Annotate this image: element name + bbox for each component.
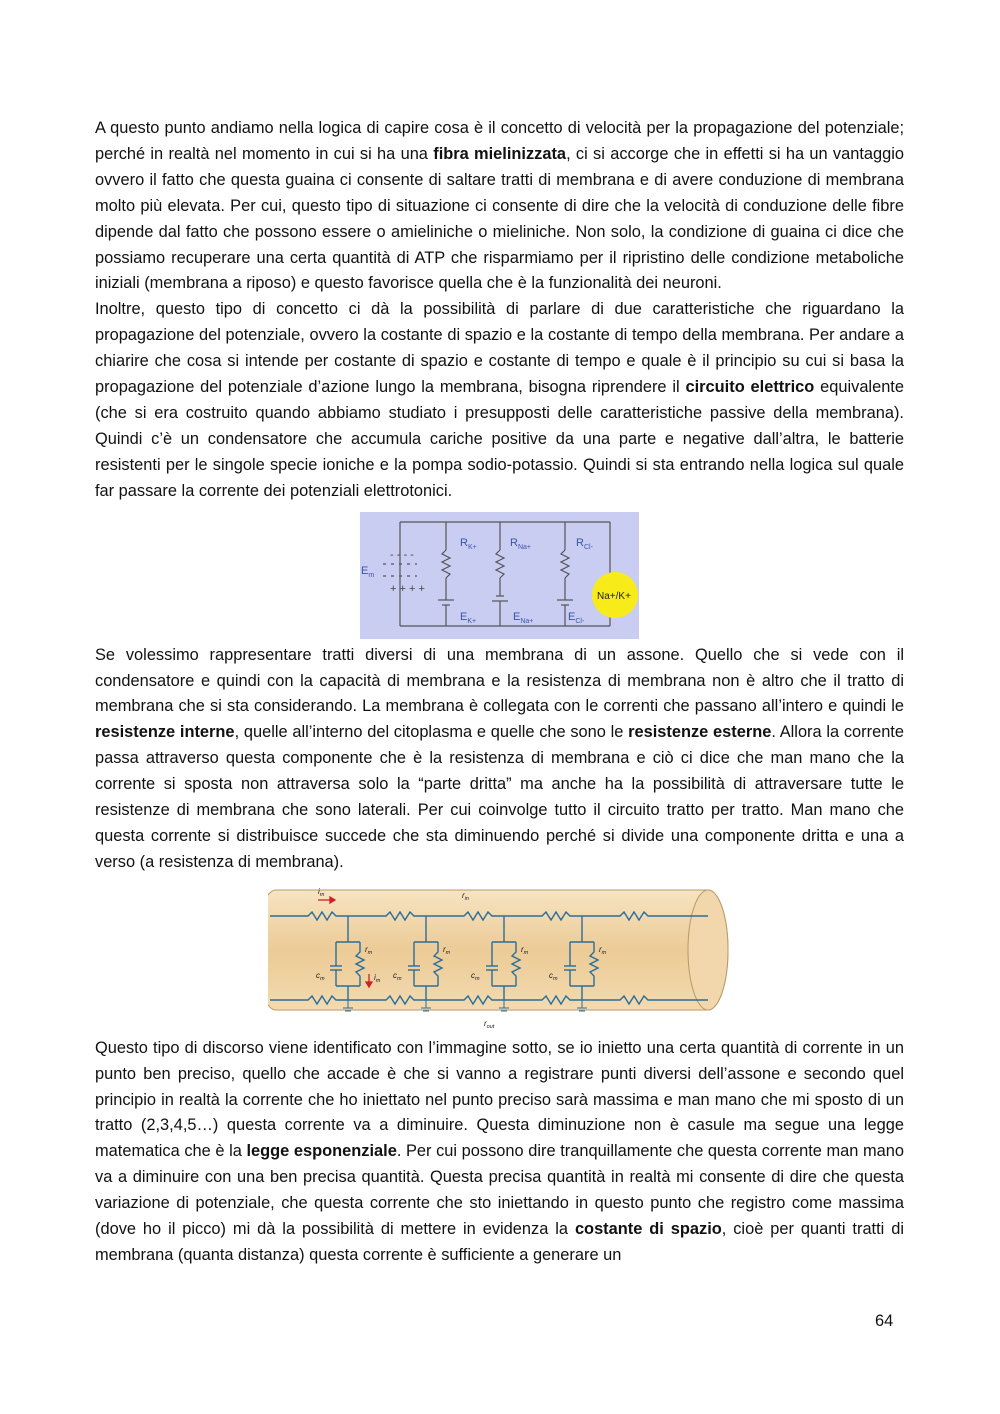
text-run: , cioè per quanti tratti di membrana (quanta distanza) questa corrente è sufficiente a generare un — [95, 1220, 904, 1264]
pump-label: Na+/K+ — [597, 590, 631, 602]
rm-label-3: $r_m$ — [521, 944, 529, 956]
text-run: , quelle all’interno del citoplasma e quelle che sono le — [234, 723, 629, 742]
bold-term-fibra-mielinizzata: fibra mielinizzata — [433, 144, 567, 163]
page-number: 64 — [875, 1312, 894, 1330]
paragraph-circuit — [95, 297, 904, 504]
bold-term-circuito-elettrico: circuito elettrico — [685, 378, 815, 397]
capacitor-minus-label: - - - - — [390, 548, 414, 561]
axon-tube — [268, 890, 728, 1010]
capacitor-plus-label: + + + + — [390, 582, 425, 595]
axon-tube-end — [688, 890, 728, 1010]
document-page — [95, 116, 904, 1269]
ena-label: $E_{Na+}$ — [513, 610, 534, 625]
cm-label-2: $c_m$ — [393, 970, 402, 982]
text-run: Questo tipo di discorso viene identificato con l’immagine sotto, se io inietto una certa quantità di corrente in un punto ben preciso, quello che accade è che si vanno a registrare punti diversi dell’assone e secondo quel principio in realtà la corrente che ho iniettato nel punto preciso sarà massima e man mano che mi sposto di un tratto (2,3,4,5…) questa corrente va a diminuire. Questa diminuzione non è casule ma segue una legge matematica che è la — [95, 1038, 904, 1161]
bold-term-resistenze-interne: resistenze interne — [95, 723, 235, 742]
im-arrow-label: $i_m$ — [318, 886, 325, 898]
bold-term-costante-di-spazio: costante di spazio — [574, 1220, 722, 1239]
rm-label-4: $r_m$ — [599, 944, 607, 956]
rm-label-2: $r_m$ — [443, 944, 451, 956]
paragraph-axon-membrane — [95, 643, 904, 876]
rna-label: $R_{Na+}$ — [510, 536, 531, 551]
ek-label: $E_{K+}$ — [460, 610, 477, 625]
text-run: . Allora la corrente passa attraverso questa componente che è la resistenza di membrana e ciò ci dice che man mano che la corrente si sposta non attraversa solo la “parte dritta” ma anche ha la possibilità di attraversare tutte le resistenze di membrana che sono laterali. Per cui coinvolge tutto il circuito tratto per tratto. Man mano che questa corrente si distribuisce succede che sta diminuendo perché si divide una componente dritta e una a verso (a resistenza di membrana). — [95, 723, 904, 871]
im-membrane-label: $i_m$ — [374, 972, 381, 984]
text-run: A questo punto andiamo nella logica di capire cosa è il concetto di velocità per la propagazione del potenziale; perché in realtà nel momento in cui si ha una — [95, 119, 904, 163]
equivalent-circuit-figure — [360, 512, 639, 639]
text-run: , ci si accorge che in effetti si ha un vantaggio ovvero il fatto che questa guaina ci consente di saltare tratti di membrana e di avere conduzione di membrana molto più elevata. Per cui, questo tipo di situazione ci consente di dire che la velocità di conduzione delle fibre dipende dal fatto che possono essere o amieliniche o mieliniche. Non solo, la condizione di guaina ci dice che possiamo recuperare una certa quantità di ATP che risparmiamo per il ripristino delle condizione metaboliche iniziali (membrana a riposo) e questo favorisce quella che è la funzionalità dei neuroni. — [95, 144, 904, 293]
cm-label-3: $c_m$ — [471, 970, 480, 982]
bold-term-resistenze-esterne: resistenze esterne — [628, 723, 772, 742]
rcl-label: $R_{Cl-}$ — [576, 536, 593, 551]
text-run: Inoltre, questo tipo di concetto ci dà la possibilità di parlare di due caratteristiche che riguardano la propagazione del potenziale, ovvero la costante di spazio e la costante di tempo della membrana. Per andare a chiarire che cosa si intende per costante di spazio e costante di tempo e quale è il principio su cui si basa la propagazione del potenziale d’azione lungo la membrana, bisogna riprendere il — [95, 300, 904, 397]
rout-label: $r_{out}$ — [484, 1018, 495, 1030]
cm-label-1: $c_m$ — [316, 970, 325, 982]
ecl-label: $E_{Cl-}$ — [568, 610, 585, 625]
cm-label-4: $c_m$ — [549, 970, 558, 982]
rin-label: $r_{in}$ — [462, 890, 469, 902]
text-run: Se volessimo rappresentare tratti diversi di una membrana di un assone. Quello che si vede con il condensatore e quindi con la capacità di membrana e la resistenza di membrana non è altro che il tratto di membrana che si sta considerando. La membrana è collegata con le correnti che passano all’intero e quindi le — [95, 645, 904, 716]
rm-label-1: $r_m$ — [365, 944, 373, 956]
rk-label: $R_{K+}$ — [460, 536, 477, 551]
text-run: . Per cui possono dire tranquillamente che questa corrente man mano va a diminuire con una ben precisa quantità. Questa precisa quantità in realtà mi consente di dire che questa variazione di potenziale, che questa corrente che sto iniettando in questo punto che registro come massima (dove ho il picco) mi dà la possibilità di mettere in evidenza la — [95, 1142, 904, 1239]
text-run: equivalente (che si era costruito quando abbiamo studiato i presupposti delle caratteristiche passive della membrana). Quindi c’è un condensatore che accumula cariche positive da una parte e negative dall’altra, le batterie resistenti per le singole specie ioniche e la pompa sodio-potassio. Quindi si sta entrando nella logica sul quale far passare la corrente dei potenziali elettrotonici. — [95, 378, 904, 500]
em-label: $E_m$ — [361, 564, 375, 579]
paragraph-myelinated-fiber — [95, 116, 904, 297]
bold-term-legge-esponenziale: legge esponenziale — [246, 1142, 397, 1161]
axon-cable-model-figure — [268, 882, 736, 1034]
paragraph-space-constant — [95, 1036, 904, 1269]
